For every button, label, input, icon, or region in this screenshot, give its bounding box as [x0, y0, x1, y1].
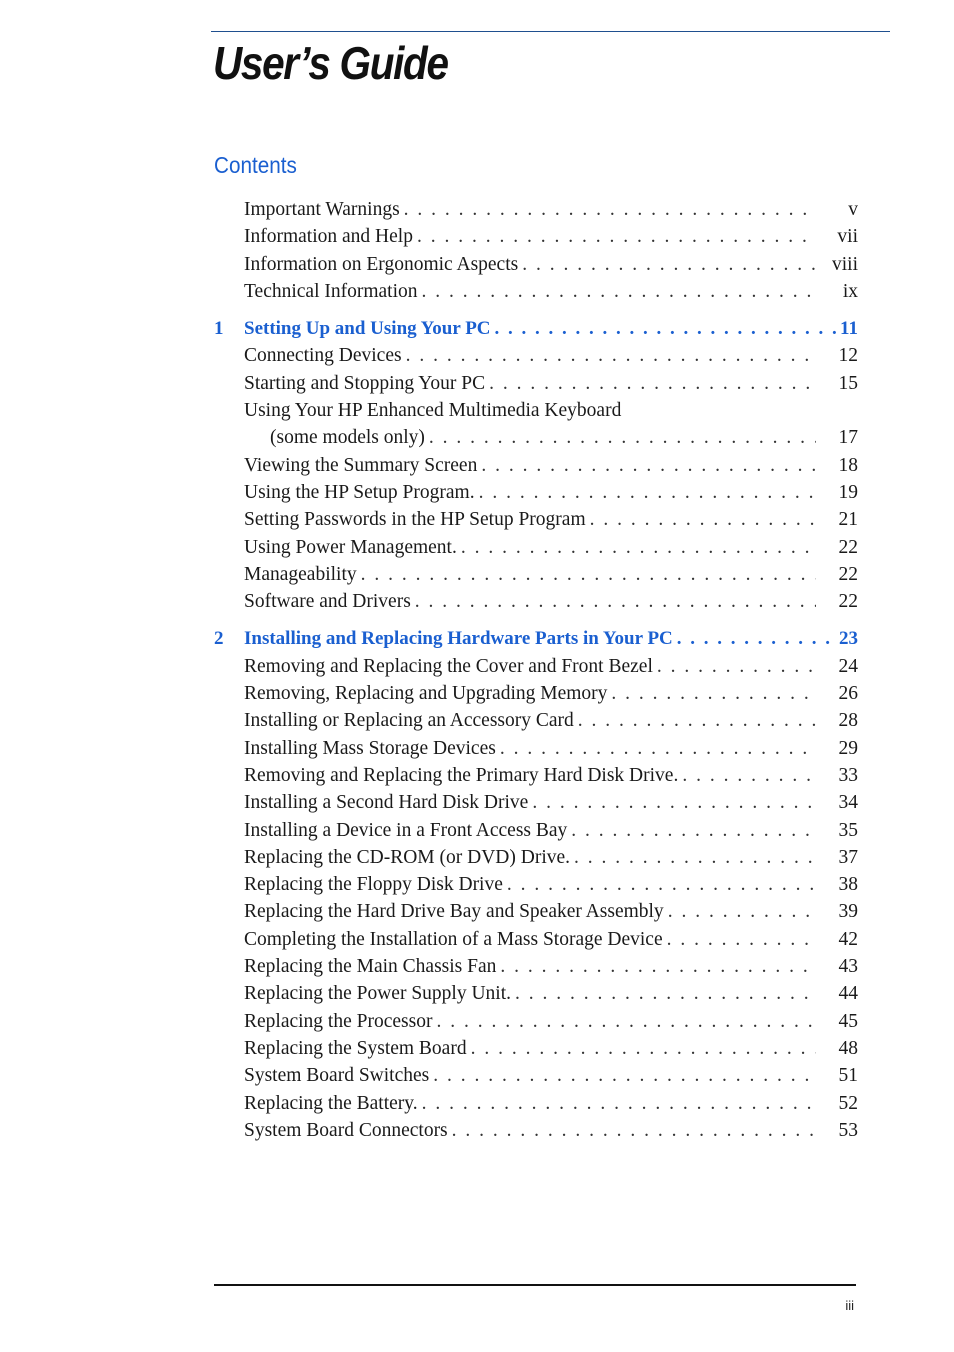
toc-entry-page: 45 — [838, 1010, 858, 1032]
dot-leader — [433, 1062, 816, 1089]
toc-entry-continuation[interactable] — [214, 424, 858, 451]
chapter-number: 1 — [214, 318, 224, 340]
dot-leader — [677, 625, 835, 652]
toc-entry[interactable] — [214, 479, 858, 506]
toc-entry-label: Replacing the Power Supply Unit. — [244, 983, 512, 1005]
dot-leader — [611, 680, 816, 707]
toc-entry[interactable] — [214, 844, 858, 871]
toc-entry-page: 12 — [838, 345, 858, 367]
toc-entry-label: Using the HP Setup Program. — [244, 481, 475, 503]
toc-entry[interactable] — [214, 251, 858, 278]
chapter-1-group — [214, 315, 858, 615]
toc-entry-label: Removing and Replacing the Primary Hard Disk Drive. — [244, 764, 679, 786]
toc-entry-page: 19 — [838, 481, 858, 503]
contents-heading: Contents — [214, 152, 297, 178]
toc-entry-label: Technical Information — [244, 280, 418, 302]
toc-entry-label: Information on Ergonomic Aspects — [244, 253, 519, 275]
toc-entry-label: Replacing the CD-ROM (or DVD) Drive. — [244, 846, 571, 868]
footer-rule — [214, 1284, 856, 1286]
toc-entry-page: 26 — [838, 683, 858, 705]
chapter-title: Installing and Replacing Hardware Parts in Your PC — [244, 628, 673, 650]
toc-entry[interactable] — [214, 871, 858, 898]
toc-entry[interactable] — [214, 278, 858, 305]
toc-entry-page: 15 — [838, 372, 858, 394]
toc-entry-page: 22 — [838, 563, 858, 585]
chapter-page: 11 — [840, 318, 858, 340]
dot-leader — [461, 534, 816, 561]
toc-entry-label: System Board Connectors — [244, 1119, 448, 1141]
dot-leader — [515, 980, 816, 1007]
toc-entry-page: 51 — [838, 1065, 858, 1087]
toc-entry-label: System Board Switches — [244, 1065, 430, 1087]
dot-leader — [571, 817, 816, 844]
dot-leader — [667, 926, 816, 953]
front-matter-group — [214, 196, 858, 305]
toc-entry-label: Information and Help — [244, 226, 413, 248]
dot-leader — [415, 588, 816, 615]
toc-entry-page: 18 — [838, 454, 858, 476]
dot-leader — [422, 1090, 816, 1117]
toc-entry[interactable] — [214, 898, 858, 925]
toc-entry-label: Installing Mass Storage Devices — [244, 737, 496, 759]
table-of-contents — [214, 196, 858, 1144]
toc-entry-page: vii — [837, 226, 858, 248]
toc-entry-page: 29 — [838, 737, 858, 759]
toc-entry-label: Replacing the Hard Drive Bay and Speaker Assembly — [244, 901, 664, 923]
document-title: User’s Guide — [213, 37, 448, 89]
toc-entry[interactable] — [214, 980, 858, 1007]
toc-entry-page: 52 — [838, 1092, 858, 1114]
toc-entry-label: Removing, Replacing and Upgrading Memory — [244, 683, 608, 705]
dot-leader — [429, 424, 816, 451]
toc-entry[interactable] — [214, 196, 858, 223]
toc-entry[interactable] — [214, 588, 858, 615]
toc-entry-label: Setting Passwords in the HP Setup Program — [244, 509, 586, 531]
toc-entry[interactable] — [214, 506, 858, 533]
toc-entry[interactable] — [214, 953, 858, 980]
toc-entry-label: Replacing the Processor — [244, 1010, 433, 1032]
dot-leader — [404, 196, 816, 223]
toc-entry[interactable] — [214, 1117, 858, 1144]
toc-entry-label: Installing or Replacing an Accessory Card — [244, 710, 574, 732]
chapter-page: 23 — [839, 628, 858, 650]
toc-entry-label: Manageability — [244, 563, 357, 585]
toc-entry[interactable] — [214, 735, 858, 762]
toc-entry-label: (some models only) — [270, 427, 425, 449]
toc-entry[interactable] — [214, 762, 858, 789]
toc-entry-page: 42 — [838, 928, 858, 950]
dot-leader — [574, 844, 816, 871]
toc-entry-label: Completing the Installation of a Mass Storage Device — [244, 928, 663, 950]
toc-entry-page: 34 — [838, 792, 858, 814]
toc-entry-page: 22 — [838, 536, 858, 558]
toc-entry-page: 38 — [838, 874, 858, 896]
toc-entry-label: Replacing the Battery. — [244, 1092, 418, 1114]
toc-entry[interactable] — [214, 370, 858, 397]
toc-entry-label: Starting and Stopping Your PC — [244, 372, 486, 394]
toc-entry-label: Removing and Replacing the Cover and Front Bezel — [244, 655, 653, 677]
toc-entry-page: 35 — [838, 819, 858, 841]
toc-entry[interactable] — [214, 223, 858, 250]
toc-entry[interactable] — [214, 397, 858, 424]
dot-leader — [406, 342, 816, 369]
toc-entry[interactable] — [214, 653, 858, 680]
toc-entry-page: v — [848, 199, 858, 220]
dot-leader — [590, 506, 816, 533]
toc-entry-page: 44 — [838, 983, 858, 1005]
toc-entry-label: Connecting Devices — [244, 345, 402, 367]
dot-leader — [532, 789, 816, 816]
dot-leader — [507, 871, 816, 898]
toc-entry[interactable] — [214, 1062, 858, 1089]
toc-entry-page: ix — [842, 280, 858, 302]
toc-entry-page: 48 — [838, 1037, 858, 1059]
top-rule — [211, 31, 890, 32]
toc-entry-page: 37 — [838, 846, 858, 868]
dot-leader — [479, 479, 816, 506]
toc-entry[interactable] — [214, 534, 858, 561]
chapter-number: 2 — [214, 628, 224, 650]
toc-entry-label: Replacing the System Board — [244, 1037, 467, 1059]
toc-entry-page: 39 — [838, 901, 858, 923]
toc-entry[interactable] — [214, 342, 858, 369]
toc-entry-label: Installing a Device in a Front Access Bay — [244, 819, 568, 841]
dot-leader — [500, 735, 816, 762]
dot-leader — [422, 278, 816, 305]
toc-entry-page: 21 — [838, 509, 858, 531]
dot-leader — [668, 898, 816, 925]
toc-entry[interactable] — [214, 1008, 858, 1035]
toc-entry[interactable] — [214, 789, 858, 816]
toc-entry-label: Using Your HP Enhanced Multimedia Keyboard — [244, 400, 622, 422]
toc-entry-page: 33 — [838, 764, 858, 786]
dot-leader — [452, 1117, 816, 1144]
dot-leader — [495, 315, 837, 342]
toc-entry[interactable] — [214, 1090, 858, 1117]
footer-page-number: iii — [845, 1298, 854, 1313]
toc-entry-page: 24 — [838, 655, 858, 677]
toc-entry-page: 17 — [838, 427, 858, 449]
chapter-2-group — [214, 625, 858, 1144]
dot-leader — [361, 561, 816, 588]
toc-entry[interactable] — [214, 707, 858, 734]
toc-entry[interactable] — [214, 561, 858, 588]
chapter-heading-1[interactable] — [214, 315, 858, 342]
toc-entry-label: Using Power Management. — [244, 536, 457, 558]
toc-entry-label: Replacing the Floppy Disk Drive — [244, 874, 503, 896]
toc-entry[interactable] — [214, 1035, 858, 1062]
toc-entry-page: 28 — [838, 710, 858, 732]
dot-leader — [522, 251, 816, 278]
dot-leader — [417, 223, 816, 250]
toc-entry-page: 53 — [838, 1119, 858, 1141]
dot-leader — [489, 370, 816, 397]
toc-entry-page: 43 — [838, 956, 858, 978]
chapter-heading-2[interactable] — [214, 625, 858, 652]
dot-leader — [657, 653, 816, 680]
chapter-title: Setting Up and Using Your PC — [244, 318, 491, 340]
toc-entry[interactable] — [214, 680, 858, 707]
toc-entry[interactable] — [214, 452, 858, 479]
toc-entry-label: Important Warnings — [244, 199, 400, 220]
toc-entry-label: Installing a Second Hard Disk Drive — [244, 792, 529, 814]
toc-entry-label: Replacing the Main Chassis Fan — [244, 956, 497, 978]
toc-entry[interactable] — [214, 817, 858, 844]
dot-leader — [682, 762, 816, 789]
toc-entry-label: Viewing the Summary Screen — [244, 454, 478, 476]
dot-leader — [578, 707, 816, 734]
dot-leader — [481, 452, 816, 479]
dot-leader — [436, 1008, 816, 1035]
dot-leader — [500, 953, 816, 980]
toc-entry-page: 22 — [838, 591, 858, 613]
toc-entry-label: Software and Drivers — [244, 591, 411, 613]
toc-entry-page: viii — [831, 253, 858, 275]
toc-entry[interactable] — [214, 926, 858, 953]
dot-leader — [471, 1035, 816, 1062]
